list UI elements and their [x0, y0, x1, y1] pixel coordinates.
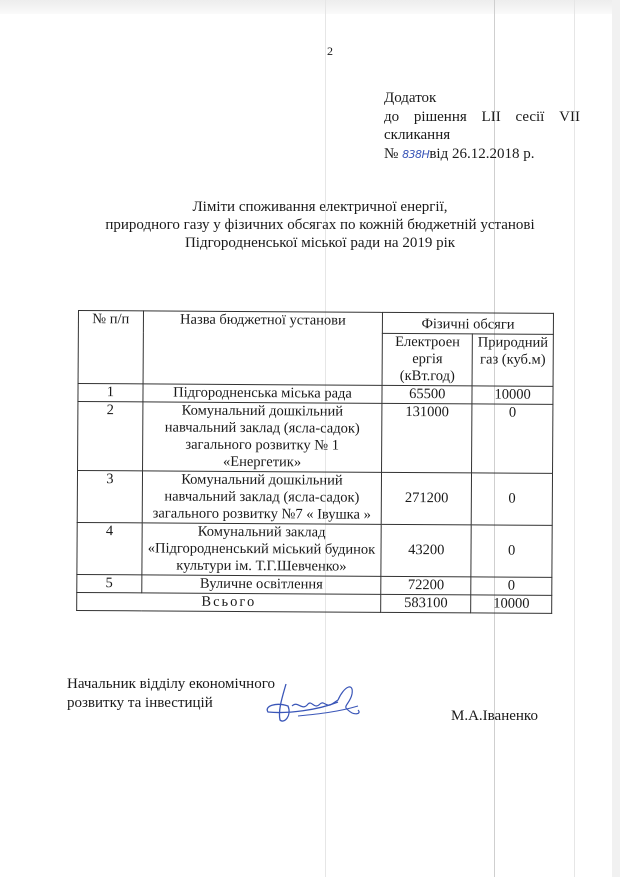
row-gas: 10000 — [472, 386, 553, 404]
signer-name: М.А.Іваненко — [451, 708, 538, 724]
row-gas: 0 — [471, 525, 552, 577]
row-number: 2 — [78, 402, 143, 471]
handwritten-signature — [258, 676, 373, 726]
total-gas: 10000 — [471, 595, 552, 613]
table-row — [77, 522, 552, 577]
row-electricity: 43200 — [381, 524, 471, 577]
appendix-label: Додаток — [384, 90, 437, 106]
total-electricity: 583100 — [381, 594, 471, 613]
appendix-word: LII — [481, 108, 501, 125]
signer-position — [67, 675, 275, 713]
row-gas: 0 — [471, 473, 552, 525]
row-number: 3 — [77, 471, 142, 523]
row-electricity: 72200 — [381, 576, 471, 595]
page-number: 2 — [327, 44, 333, 58]
signer-position-line: розвитку та інвестицій — [67, 695, 213, 711]
row-electricity: 131000 — [382, 403, 472, 473]
appendix-convocation: скликання — [384, 127, 451, 143]
row-electricity: 65500 — [382, 385, 472, 404]
signer-position-line: Начальник відділу економічного — [67, 676, 275, 692]
limits-table — [76, 310, 554, 614]
title-line: Підгородненської міської ради на 2019 рік — [184, 235, 456, 251]
appendix-header — [384, 89, 580, 164]
title-line: природного газу у фізичних обсягах по кожній бюджетній установі — [105, 217, 535, 233]
row-number: 1 — [78, 384, 143, 402]
appendix-word: до — [384, 108, 400, 125]
header-electricity: Електроен ергія (кВт.год) — [382, 333, 472, 386]
appendix-number-date — [384, 145, 580, 165]
header-name: Назва бюджетної установи — [143, 311, 383, 385]
title-line: Ліміти споживання електричної енергії, — [192, 199, 448, 215]
appendix-decision-line — [384, 108, 580, 127]
total-label: Всього — [77, 592, 381, 612]
row-gas: 0 — [472, 404, 553, 473]
row-name: Комунальний дошкільний навчальний заклад (ясла-садок) загального розвитку № 1 «Енергетик» — [142, 402, 382, 472]
table-header-row — [78, 311, 553, 335]
table-total-row — [77, 592, 552, 613]
header-number: № п/п — [78, 311, 143, 384]
table-row — [78, 402, 553, 474]
row-gas: 0 — [471, 577, 552, 595]
header-gas: Природний газ (куб.м) — [472, 334, 553, 386]
table-row — [77, 471, 552, 526]
appendix-word: рішення — [413, 108, 467, 125]
scan-top-smudge — [0, 0, 620, 14]
appendix-word: VII — [559, 108, 580, 125]
scan-right-edge — [612, 0, 620, 877]
handwritten-decision-number: 838H — [402, 147, 430, 161]
row-name: Вуличне освітлення — [142, 575, 382, 594]
row-name: Комунальний дошкільний навчальний заклад (ясла-садок) загального розвитку №7 « Івушка » — [142, 471, 382, 524]
header-physical-volumes: Фізичні обсяги — [383, 312, 554, 334]
signature-stroke — [292, 687, 359, 714]
document-title — [90, 198, 550, 252]
decision-date: від 26.12.2018 р. — [429, 145, 535, 162]
appendix-word: сесії — [515, 108, 545, 125]
number-sign: № — [384, 145, 399, 162]
row-number: 5 — [77, 574, 142, 592]
row-name: Комунальний заклад «Підгородненський міський будинок культури ім. Т.Г.Шевченко» — [142, 523, 382, 576]
row-electricity: 271200 — [381, 472, 471, 525]
row-number: 4 — [77, 522, 142, 574]
row-name: Підгородненська міська рада — [143, 384, 383, 403]
